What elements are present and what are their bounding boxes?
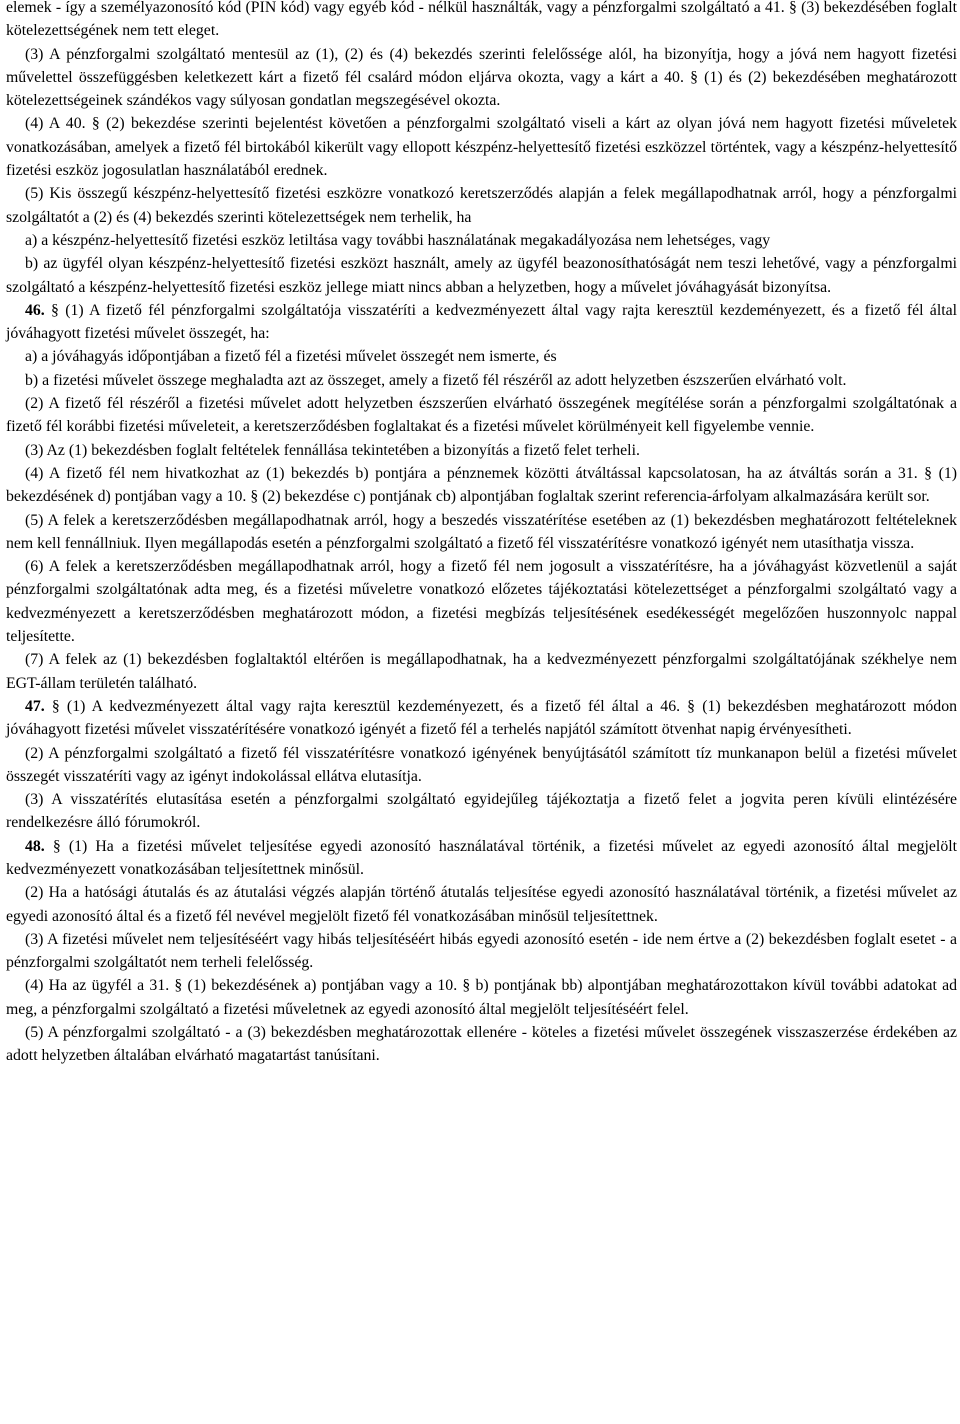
paragraph-45-5-a: a) a készpénz-helyettesítő fizetési eszköz letiltása vagy további használatának megakadályozása nem lehetséges, vagy [25,231,771,249]
paragraph-46-7: (7) A felek az (1) bekezdésben foglaltaktól eltérően is megállapodhatnak, ha a kedvezményezett pénzforgalmi szolgáltatójának székhelye nem EGT-állam területén található. [6,651,957,692]
paragraph-46-1-a: a) a jóváhagyás időpontjában a fizető fél a fizetési művelet összegét nem ismerte, és [25,348,557,366]
paragraph-46-6: (6) A felek a keretszerződésben megállapodhatnak arról, hogy a fizető fél nem jogosult a visszatérítésre, ha a jóváhagyást közvetlenül a saját pénzforgalmi szolgáltatónak adta meg, és a fizetési műveletre vonatkozó előzetes tájékoztatási kötelezettséget a pénzforgalmi szolgáltató vagy a kedvezményezett a keretszerződésben meghatározott módon, a fizetési megbízás teljesítésének esedékességét megelőzően huszonnyolc nappal teljesítette. [6,558,957,646]
paragraph-48-5: (5) A pénzforgalmi szolgáltató - a (3) bekezdésben meghatározottak ellenére - köteles a fizetési művelet összegének visszaszerzése érdekében az adott helyzetben általában elvárható magatartást tanúsítani. [6,1024,957,1065]
paragraph-45-3: (3) A pénzforgalmi szolgáltató mentesül az (1), (2) és (4) bekezdés szerinti felelőssége alól, ha bizonyítja, hogy a jóvá nem hagyott fizetési művelettel összefüggésben keletkezett kárt a fizető fél csalárd módon eljárva okozta, vagy a kárt a 40. § (1) és (2) bekezdésében meghatározott kötelezettségeinek szándékos vagy súlyosan gondatlan megszegésével okozta. [6,45,957,110]
paragraph-46-5: (5) A felek a keretszerződésben megállapodhatnak arról, hogy a beszedés visszatérítése esetében az (1) bekezdésben meghatározott feltételeknek nem kell fennállniuk. Ilyen megállapodás esetén a pénzforgalmi szolgáltató a fizető fél visszatérítésre vonatkozó igényét nem utasíthatja vissza. [6,511,957,552]
paragraph-46-1-b: b) a fizetési művelet összege meghaladta azt az összeget, amely a fizető fél részéről az adott helyzetben észszerűen elvárható volt. [25,371,847,389]
paragraph-45-5: (5) Kis összegű készpénz-helyettesítő fizetési eszközre vonatkozó keretszerződés alapján a felek megállapodhatnak arról, hogy a pénzforgalmi szolgáltatót a (2) és (4) bekezdés szerinti kötelezettségek nem terhelik, ha [6,185,957,226]
paragraph-continuation: elemek - így a személyazonosító kód (PIN kód) vagy egyéb kód - nélkül használták, vagy a pénzforgalmi szolgáltató a 41. § (3) bekezdésében foglalt kötelezettségének nem tett eleget. [6,0,957,40]
section-number: 47. [25,697,45,715]
section-number: 46. [25,301,45,319]
paragraph-46-3: (3) Az (1) bekezdésben foglalt feltételek fennállása tekintetében a bizonyítás a fizető felet terheli. [25,441,640,459]
paragraph-47-3: (3) A visszatérítés elutasítása esetén a pénzforgalmi szolgáltató egyidejűleg tájékoztatja a fizető felet a jogvita peren kívüli elintézésére rendelkezésre álló fórumokról. [6,791,957,832]
paragraph-48-2: (2) Ha a hatósági átutalás és az átutalási végzés alapján történő átutalás teljesítése egyedi azonosító használatával történik, a fizetési művelet az egyedi azonosító által és a fizető fél nevével megjelölt fizető fél vonatkozásában minősül teljesítettnek. [6,884,957,925]
paragraph-45-4: (4) A 40. § (2) bekezdése szerinti bejelentést követően a pénzforgalmi szolgáltató viseli a kárt az olyan jóvá nem hagyott fizetési műveletek vonatkozásában, amelyek a fizető fél birtokából kikerült vagy ellopott készpénz-helyettesítő fizetési eszközzel történtek, vagy a készpénz-helyettesítő fizetési eszköz jogosulatlan használatából erednek. [6,115,957,180]
section-46-1: 46. § (1) A fizető fél pénzforgalmi szolgáltatója visszatéríti a kedvezményezett által vagy rajta keresztül kezdeményezett, és a fizető fél által jóváhagyott fizetési művelet összegét, ha: [6,301,957,343]
paragraph-48-4: (4) Ha az ügyfél a 31. § (1) bekezdésének a) pontjában vagy a 10. § b) pontjának bb) alpontjában meghatározottakon kívül további adatokat ad meg, a pénzforgalmi szolgáltató a fizetési műveletnek az egyedi azonosító által megjelölt teljesítéséért felel. [6,977,957,1018]
paragraph-45-5-b: b) az ügyfél olyan készpénz-helyettesítő fizetési eszközt használt, amely az ügyfél beazonosíthatóságát nem teszi lehetővé, vagy a pénzforgalmi szolgáltató a készpénz-helyettesítő fizetési eszköz jellege miatt nincs abban a helyzetben, hogy a művelet jóváhagyását bizonyítsa. [6,255,957,296]
section-48-1: 48. § (1) Ha a fizetési művelet teljesítése egyedi azonosító használatával történik, a fizetési művelet az egyedi azonosító által megjelölt kedvezményezett vonatkozásában teljesítettnek minősül. [6,837,957,878]
paragraph-48-3: (3) A fizetési művelet nem teljesítéséért vagy hibás teljesítéséért hibás egyedi azonosító esetén - ide nem értve a (2) bekezdésben foglalt esetet - a pénzforgalmi szolgáltatót nem terheli felelősség. [6,930,957,972]
paragraph-46-2: (2) A fizető fél részéről a fizetési művelet adott helyzetben észszerűen elvárható összegének megítélése során a pénzforgalmi szolgáltatónak a fizető fél korábbi fizetési műveleteit, a keretszerződésben foglaltakat és a fizetési művelet körülményeit kell figyelembe vennie. [6,395,957,436]
section-47-1: 47. § (1) A kedvezményezett által vagy rajta keresztül kezdeményezett, és a fizető fél által a 46. § (1) bekezdésben meghatározott módon jóváhagyott fizetési művelet visszatérítésére vonatkozó igényét a fizető fél a terhelés napjától számított ötvenhat napig érvényesítheti. [6,697,957,739]
paragraph-46-4: (4) A fizető fél nem hivatkozhat az (1) bekezdés b) pontjára a pénznemek közötti átváltással kapcsolatosan, ha az átváltás során a 31. § (1) bekezdésének d) pontjában vagy a 10. § (2) bekezdése c) pontjának cb) alpontjában foglaltak szerint referencia-árfolyam alkalmazására került sor. [6,464,957,506]
section-number: 48. [25,837,45,855]
paragraph-47-2: (2) A pénzforgalmi szolgáltató a fizető fél visszatérítésre vonatkozó igényének benyújtásától számított tíz munkanapon belül a fizetési művelet összegét visszatéríti vagy az igényt indokolással ellátva elutasítja. [6,744,957,785]
